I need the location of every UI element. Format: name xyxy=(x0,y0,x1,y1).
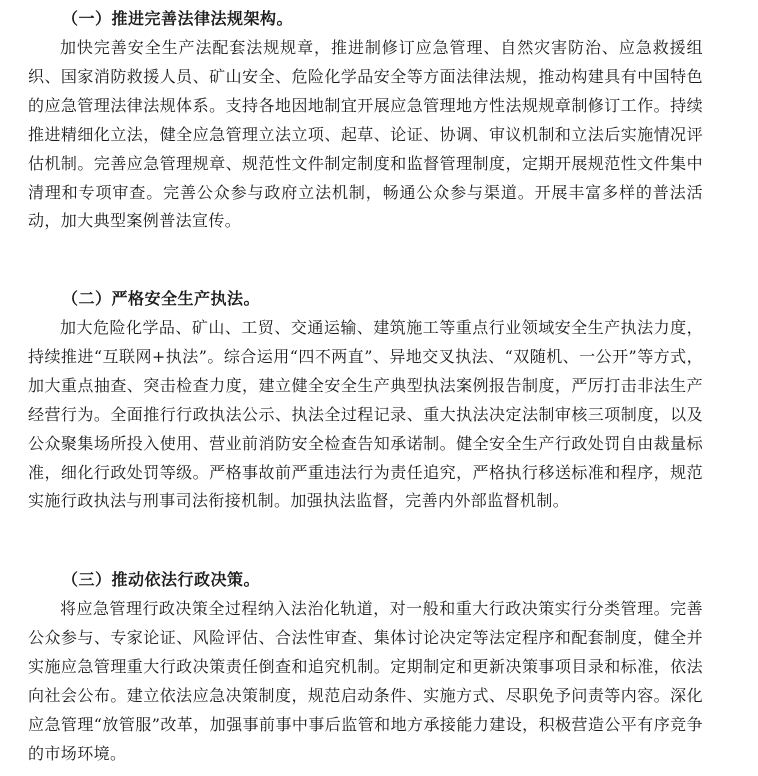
section-2-title: （二）严格安全生产执法。 xyxy=(62,289,261,308)
section-1-title: （一）推进完善法律法规架构。 xyxy=(62,9,294,28)
section-3 xyxy=(0,565,758,768)
section-2 xyxy=(0,284,758,516)
section-1-body: 加快完善安全生产法配套法规规章，推进制修订应急管理、自然灾害防治、应急救援组织、国家消防救援人员、矿山安全、危险化学品安全等方面法律法规，推动构建具有中国特色的应急管理法律法规体系。支持各地因地制宜开展应急管理地方性法规规章制修订工作。持续推进精细化立法，健全应急管理立法立项、起草、论证、协调、审议机制和立法后实施情况评估机制。完善应急管理规章、规范性文件制定制度和监督管理制度，定期开展规范性文件集中清理和专项审查。完善公众参与政府立法机制，畅通公众参与渠道。开展丰富多样的普法活动，加大典型案例普法宣传。 xyxy=(28,38,703,231)
section-3-title: （三）推动依法行政决策。 xyxy=(62,570,261,589)
section-3-body: 将应急管理行政决策全过程纳入法治化轨道，对一般和重大行政决策实行分类管理。完善公众参与、专家论证、风险评估、合法性审查、集体讨论决定等法定程序和配套制度，健全并实施应急管理重大行政决策责任倒查和追究机制。定期制定和更新决策事项目录和标准，依法向社会公布。建立依法应急决策制度，规范启动条件、实施方式、尽职免予问责等内容。深化应急管理“放管服”改革，加强事前事中事后监管和地方承接能力建设，积极营造公平有序竞争的市场环境。 xyxy=(28,599,703,763)
section-1 xyxy=(0,4,758,236)
section-2-body: 加大危险化学品、矿山、工贸、交通运输、建筑施工等重点行业领域安全生产执法力度，持续推进“互联网+执法”。综合运用“四不两直”、异地交叉执法、“双随机、一公开”等方式，加大重点抽查、突击检查力度，建立健全安全生产典型执法案例报告制度，严厉打击非法生产经营行为。全面推行行政执法公示、执法全过程记录、重大执法决定法制审核三项制度，以及公众聚集场所投入使用、营业前消防安全检查告知承诺制。健全安全生产行政处罚自由裁量标准，细化行政处罚等级。严格事故前严重违法行为责任追究，严格执行移送标准和程序，规范实施行政执法与刑事司法衔接机制。加强执法监督，完善内外部监督机制。 xyxy=(28,318,703,511)
